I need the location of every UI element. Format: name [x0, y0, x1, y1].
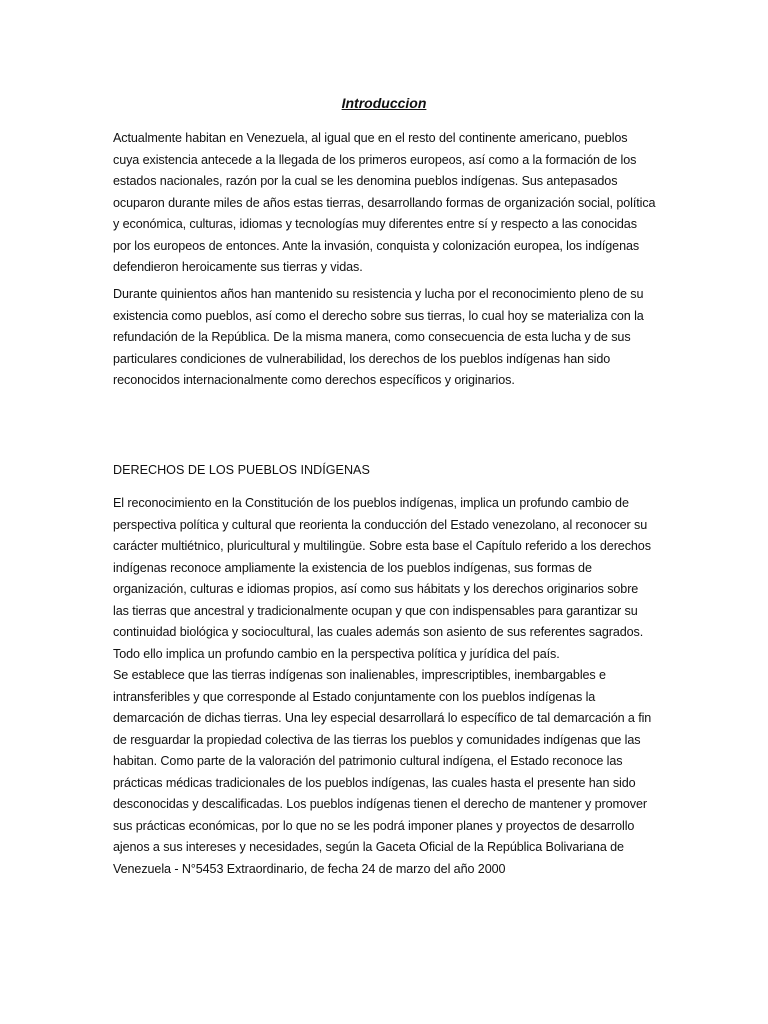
rights-paragraph-2: [113, 665, 657, 880]
rights-paragraph-1: [113, 493, 657, 665]
section-heading-rights: DERECHOS DE LOS PUEBLOS INDÍGENAS: [113, 463, 370, 477]
rights-paragraph-2-text: Se establece que las tierras indígenas son inalienables, imprescriptibles, inembargables e intransferibles y que corresponde al Estado conjuntamente con los pueblos indígenas la demarcación de dichas tierras. Una ley especial desarrollará lo específico de tal demarcación a fin de resguardar la propiedad colectiva de las tierras los pueblos y comunidades indígenas que las habitan. Como parte de la valoración del patrimonio cultural indígena, el Estado reconoce las prácticas médicas tradicionales de los pueblos indígenas, las cuales hasta el presente han sido desconocidas y descalificadas. Los pueblos indígenas tienen el derecho de mantener y promover sus prácticas económicas, por lo que no se les podrá imponer planes y proyectos de desarrollo ajenos a sus intereses y necesidades, según la Gaceta Oficial de la República Bolivariana de Venezuela - N°5453 Extraordinario, de fecha 24 de marzo del año 2000: [113, 668, 652, 876]
intro-paragraph-1: [113, 128, 657, 279]
intro-paragraph-2-text: Durante quinientos años han mantenido su resistencia y lucha por el reconocimiento pleno de su existencia como pueblos, así como el derecho sobre sus tierras, lo cual hoy se materializa con la refundación de la República. De la misma manera, como consecuencia de esta lucha y de sus particulares condiciones de vulnerabilidad, los derechos de los pueblos indígenas han sido reconocidos internacionalmente como derechos específicos y originarios.: [113, 287, 644, 387]
rights-paragraph-1-text: El reconocimiento en la Constitución de los pueblos indígenas, implica un profundo cambio de perspectiva política y cultural que reorienta la conducción del Estado venezolano, al reconocer su carácter multiétnico, pluricultural y multilingüe. Sobre esta base el Capítulo referido a los derechos indígenas reconoce ampliamente la existencia de los pueblos indígenas, sus formas de organización, culturas e idiomas propios, así como sus hábitats y los derechos originarios sobre las tierras que ancestral y tradicionalmente ocupan y que con indispensables para garantizar su continuidad biológica y sociocultural, las cuales además son asiento de sus referentes sagrados. Todo ello implica un profundo cambio en la perspectiva política y jurídica del país.: [113, 496, 651, 661]
intro-paragraph-1-text: Actualmente habitan en Venezuela, al igual que en el resto del continente americano, pueblos cuya existencia antecede a la llegada de los primeros europeos, así como a la formación de los estados nacionales, razón por la cual se les denomina pueblos indígenas. Sus antepasados ocuparon durante miles de años estas tierras, desarrollando formas de organización social, política y económica, culturas, idiomas y tecnologías muy diferentes entre sí y respecto a las conocidas por los europeos de entonces. Ante la invasión, conquista y colonización europea, los indígenas defendieron heroicamente sus tierras y vidas.: [113, 131, 656, 274]
intro-paragraph-2: [113, 284, 657, 392]
document-title: Introduccion: [341, 95, 427, 111]
